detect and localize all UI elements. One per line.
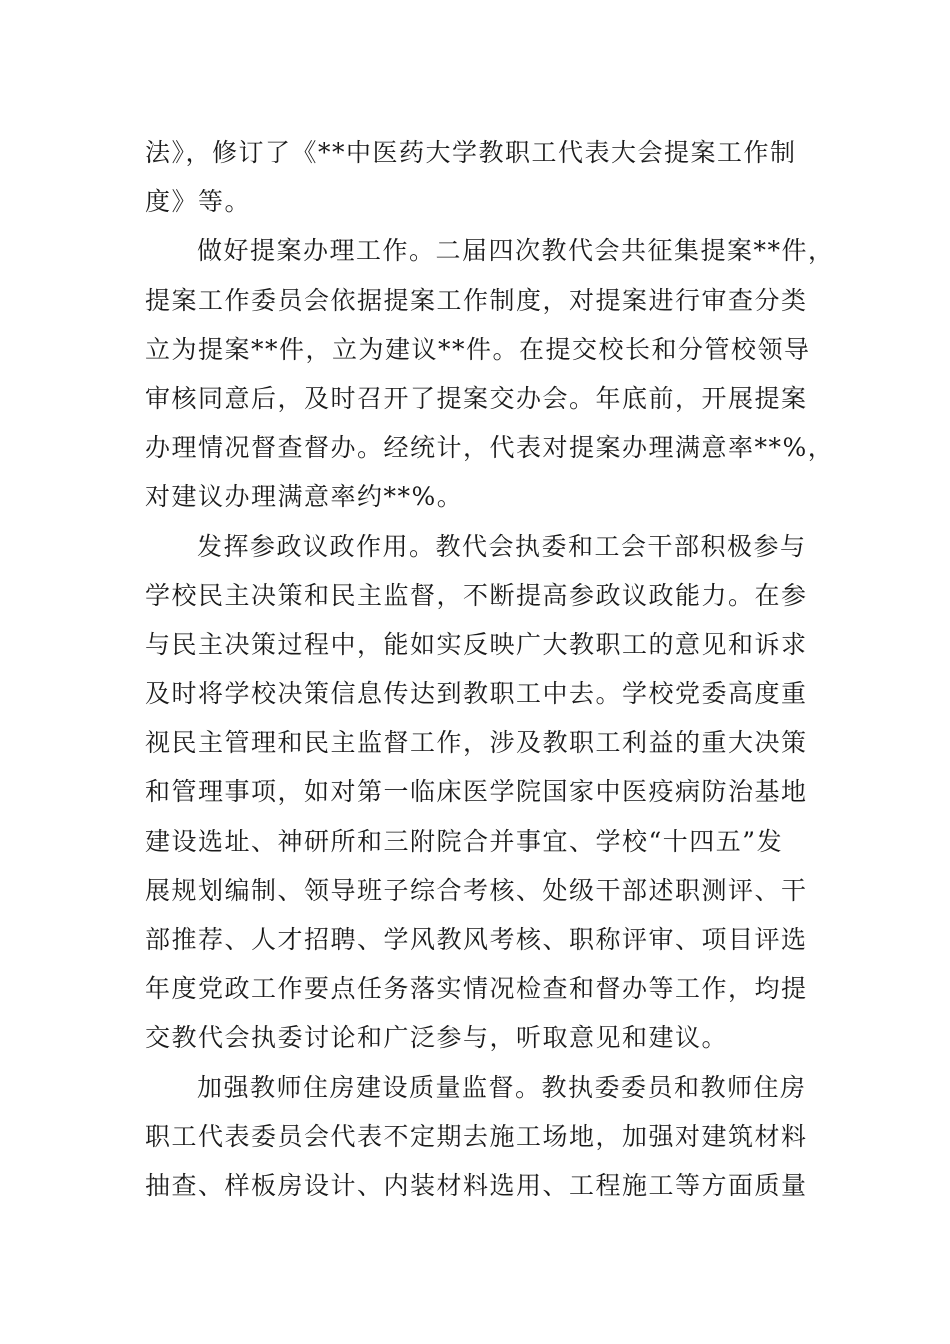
text-line: 抽查、样板房设计、内装材料选用、工程施工等方面质量 xyxy=(145,1170,808,1200)
text-line: 和管理事项，如对第一临床医学院国家中医疫病防治基地 xyxy=(145,777,808,807)
text-line: 建设选址、神研所和三附院合并事宜、学校“十四五”发 xyxy=(145,826,784,856)
text-line: 提案工作委员会依据提案工作制度，对提案进行审查分类 xyxy=(145,285,808,315)
body-text xyxy=(145,128,835,1210)
paragraph-first-line: 做好提案办理工作。二届四次教代会共征集提案**件， xyxy=(197,236,835,266)
text-line: 交教代会执委讨论和广泛参与，听取意见和建议。 xyxy=(145,1023,729,1053)
text-line: 年度党政工作要点任务落实情况检查和督办等工作，均提 xyxy=(145,974,808,1004)
text-line: 对建议办理满意率约**%。 xyxy=(145,482,464,512)
text-line: 学校民主决策和民主监督，不断提高参政议政能力。在参 xyxy=(145,580,808,610)
paragraph-first-line: 加强教师住房建设质量监督。教执委委员和教师住房 xyxy=(197,1072,807,1102)
text-line: 部推荐、人才招聘、学风教风考核、职称评审、项目评选 xyxy=(145,925,808,954)
text-line: 视民主管理和民主监督工作，涉及教职工利益的重大决策 xyxy=(145,728,808,758)
paragraph-first-line: 发挥参政议政作用。教代会执委和工会干部积极参与 xyxy=(197,531,807,561)
text-line: 审核同意后，及时召开了提案交办会。年底前，开展提案 xyxy=(145,383,808,413)
text-line: 立为提案**件，立为建议**件。在提交校长和分管校领导 xyxy=(145,334,811,364)
text-line: 展规划编制、领导班子综合考核、处级干部述职测评、干 xyxy=(145,875,808,905)
text-line: 度》等。 xyxy=(145,187,252,217)
text-line: 职工代表委员会代表不定期去施工场地，加强对建筑材料 xyxy=(145,1121,808,1151)
text-line: 法》，修订了《**中医药大学教职工代表大会提案工作制 xyxy=(145,138,797,167)
text-line: 及时将学校决策信息传达到教职工中去。学校党委高度重 xyxy=(145,679,808,709)
text-line: 办理情况督查督办。经统计，代表对提案办理满意率**%， xyxy=(145,433,835,463)
text-line: 与民主决策过程中，能如实反映广大教职工的意见和诉求 xyxy=(145,629,808,659)
